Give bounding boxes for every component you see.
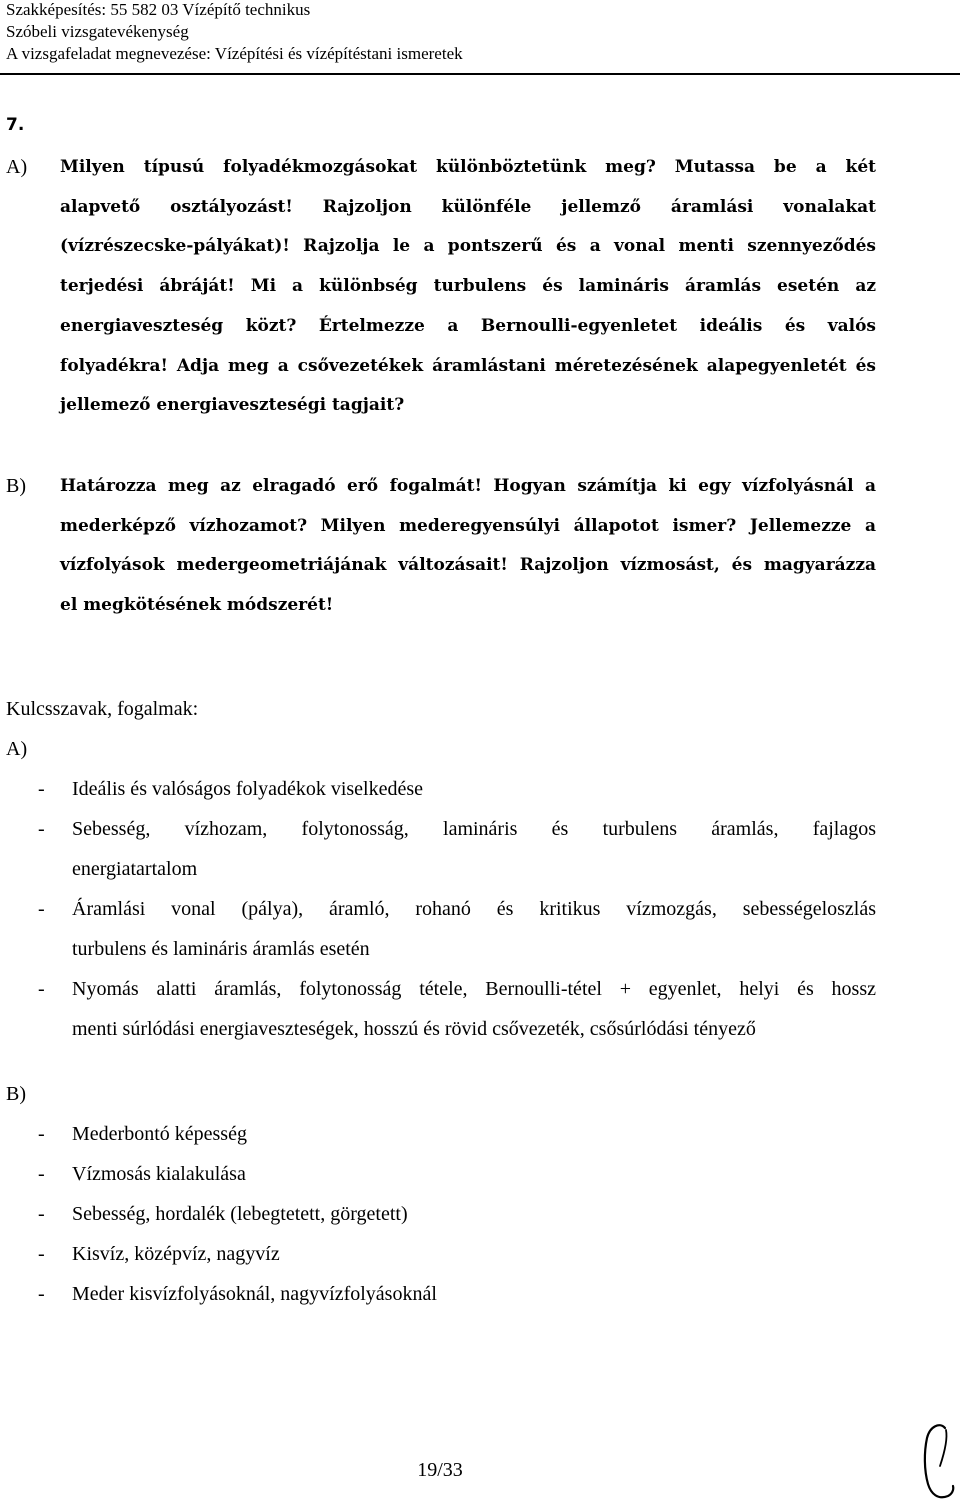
question-b-line: Határozza meg az elragadó erő fogalmát! Hogyan számítja ki egy vízfolyásnál a: [60, 476, 876, 496]
keyword-item: Mederbontó képesség: [72, 1123, 247, 1145]
keyword-item: Meder kisvízfolyásoknál, nagyvízfolyásoknál: [72, 1283, 437, 1305]
keywords-a-label: A): [6, 738, 28, 760]
page-number: 19/33: [417, 1459, 463, 1481]
header-task-name: A vizsgafeladat megnevezése: Vízépítési és vízépítéstani ismeretek: [6, 44, 463, 63]
list-bullet: -: [38, 818, 45, 840]
question-number: 7.: [6, 115, 25, 135]
keyword-item: Ideális és valóságos folyadékok viselkedése: [72, 778, 424, 800]
question-a-line: jellemező energiaveszteségi tagjait?: [60, 395, 405, 415]
keyword-item-continuation: menti súrlódási energiaveszteségek, hosszú és rövid csővezeték, csősúrlódási tényező: [72, 1018, 756, 1040]
list-bullet: -: [38, 978, 45, 1000]
keyword-item: Kisvíz, középvíz, nagyvíz: [72, 1243, 280, 1265]
handwritten-signature: [918, 1418, 958, 1503]
keyword-item: Sebesség, vízhozam, folytonosság, lamináris és turbulens áramlás, fajlagos: [72, 818, 876, 840]
list-bullet: -: [38, 1203, 45, 1225]
keyword-item: Áramlási vonal (pálya), áramló, rohanó és kritikus vízmozgás, sebességeloszlás: [72, 898, 876, 920]
header-divider: [0, 73, 960, 75]
question-a-line: alapvető osztályozást! Rajzoljon különféle jellemző áramlási vonalakat: [60, 197, 876, 217]
list-bullet: -: [38, 898, 45, 920]
header-exam-type: Szóbeli vizsgatevékenység: [6, 22, 189, 41]
question-a-line: (vízrészecske-pályákat)! Rajzolja le a pontszerű és a vonal menti szennyeződés: [60, 236, 876, 256]
question-b-line: el megkötésének módszerét!: [60, 595, 334, 615]
keyword-item: Vízmosás kialakulása: [72, 1163, 246, 1185]
question-a-line: terjedési ábráját! Mi a különbség turbulens és lamináris áramlás esetén az: [60, 276, 876, 296]
question-b-line: vízfolyások medergeometriájának változásait! Rajzoljon vízmosást, és magyarázza: [60, 555, 876, 575]
list-bullet: -: [38, 1163, 45, 1185]
list-bullet: -: [38, 1243, 45, 1265]
question-b-label: B): [6, 475, 26, 497]
list-bullet: -: [38, 778, 45, 800]
question-a-line: Milyen típusú folyadékmozgásokat különböztetünk meg? Mutassa be a két: [60, 157, 876, 177]
keyword-item-continuation: energiatartalom: [72, 858, 198, 880]
keyword-item: Nyomás alatti áramlás, folytonosság tétele, Bernoulli-tétel + egyenlet, helyi és hossz: [72, 978, 876, 1000]
list-bullet: -: [38, 1283, 45, 1305]
keyword-item: Sebesség, hordalék (lebegtetett, görgetett): [72, 1203, 408, 1225]
question-a-line: folyadékra! Adja meg a csővezetékek áramlástani méretezésének alapegyenletét és: [60, 356, 876, 376]
keywords-b-label: B): [6, 1083, 26, 1105]
keywords-heading: Kulcsszavak, fogalmak:: [6, 698, 199, 720]
question-b-line: mederképző vízhozamot? Milyen mederegyensúlyi állapotot ismer? Jellemezze a: [60, 516, 876, 536]
question-a-label: A): [6, 156, 28, 178]
list-bullet: -: [38, 1123, 45, 1145]
question-a-line: energiaveszteség közt? Értelmezze a Bernoulli-egyenletet ideális és valós: [60, 316, 876, 336]
header-qualification: Szakképesítés: 55 582 03 Vízépítő technikus: [6, 0, 311, 19]
keyword-item-continuation: turbulens és lamináris áramlás esetén: [72, 938, 370, 960]
